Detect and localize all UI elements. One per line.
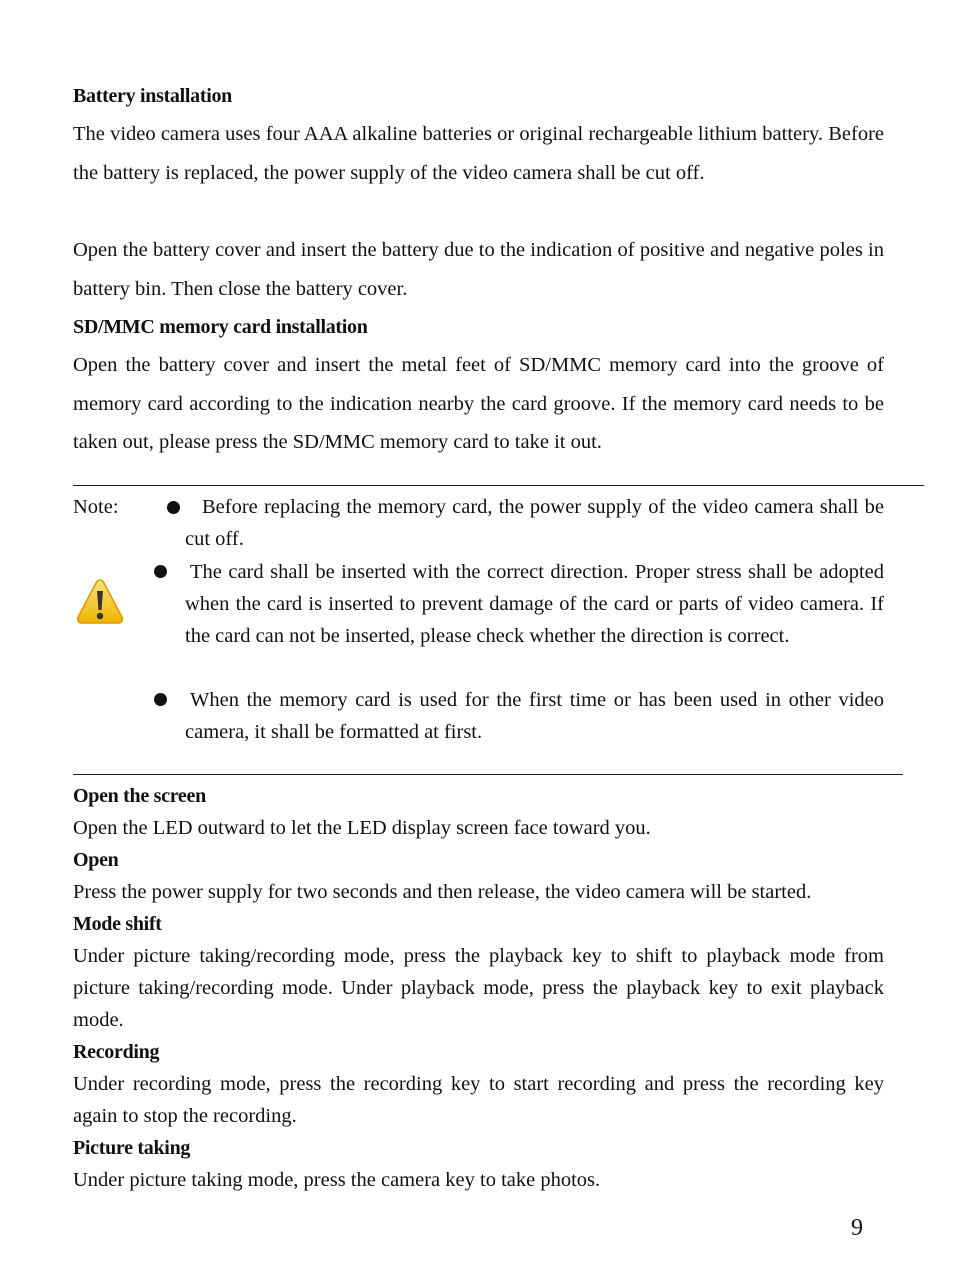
note-bullet-3-dot <box>154 693 167 706</box>
open-screen-paragraph: Open the LED outward to let the LED display screen face toward you. <box>73 817 651 839</box>
battery-paragraph-1: The video camera uses four AAA alkaline batteries or original rechargeable lithium battery. Before the battery is replaced, the power supply of the video camera shall be cut off. <box>73 123 884 184</box>
note-bullet-1-dot <box>167 501 180 514</box>
warning-icon <box>75 577 125 625</box>
sdcard-paragraph-1: Open the battery cover and insert the metal feet of SD/MMC memory card into the groove of memory card according to the indication nearby the card groove. If the memory card needs to be taken out, please press the SD/MMC memory card to take it out. <box>73 354 884 453</box>
note-bottom-rule <box>73 774 903 775</box>
sdcard-installation-heading: SD/MMC memory card installation <box>73 316 368 338</box>
battery-paragraph-2: Open the battery cover and insert the battery due to the indication of positive and negative poles in battery bin. Then close the battery cover. <box>73 239 884 300</box>
mode-shift-paragraph: Under picture taking/recording mode, press the playback key to shift to playback mode from picture taking/recording mode. Under playback mode, press the playback key to exit playback mode. <box>73 945 884 1031</box>
note-bullet-2-dot <box>154 565 167 578</box>
note-bullet-2-text: The card shall be inserted with the correct direction. Proper stress shall be adopted when the card is inserted to prevent damage of the card or parts of video camera. If the card can not be inserted, please check whether the direction is correct. <box>185 561 884 647</box>
open-paragraph: Press the power supply for two seconds and then release, the video camera will be started. <box>73 881 812 903</box>
note-bullet-3-text: When the memory card is used for the first time or has been used in other video camera, it shall be formatted at first. <box>185 689 884 743</box>
recording-paragraph: Under recording mode, press the recording key to start recording and press the recording key again to stop the recording. <box>73 1073 884 1127</box>
note-bullet-1-text: Before replacing the memory card, the power supply of the video camera shall be cut off. <box>185 496 884 550</box>
note-top-rule <box>73 485 924 486</box>
picture-taking-heading: Picture taking <box>73 1137 191 1159</box>
battery-installation-heading: Battery installation <box>73 85 232 107</box>
recording-heading: Recording <box>73 1041 160 1063</box>
note-label: Note: <box>73 496 119 518</box>
open-heading: Open <box>73 849 119 871</box>
page-number: 9 <box>851 1215 863 1241</box>
mode-shift-heading: Mode shift <box>73 913 162 935</box>
picture-taking-paragraph: Under picture taking mode, press the camera key to take photos. <box>73 1169 601 1191</box>
open-screen-heading: Open the screen <box>73 785 206 807</box>
